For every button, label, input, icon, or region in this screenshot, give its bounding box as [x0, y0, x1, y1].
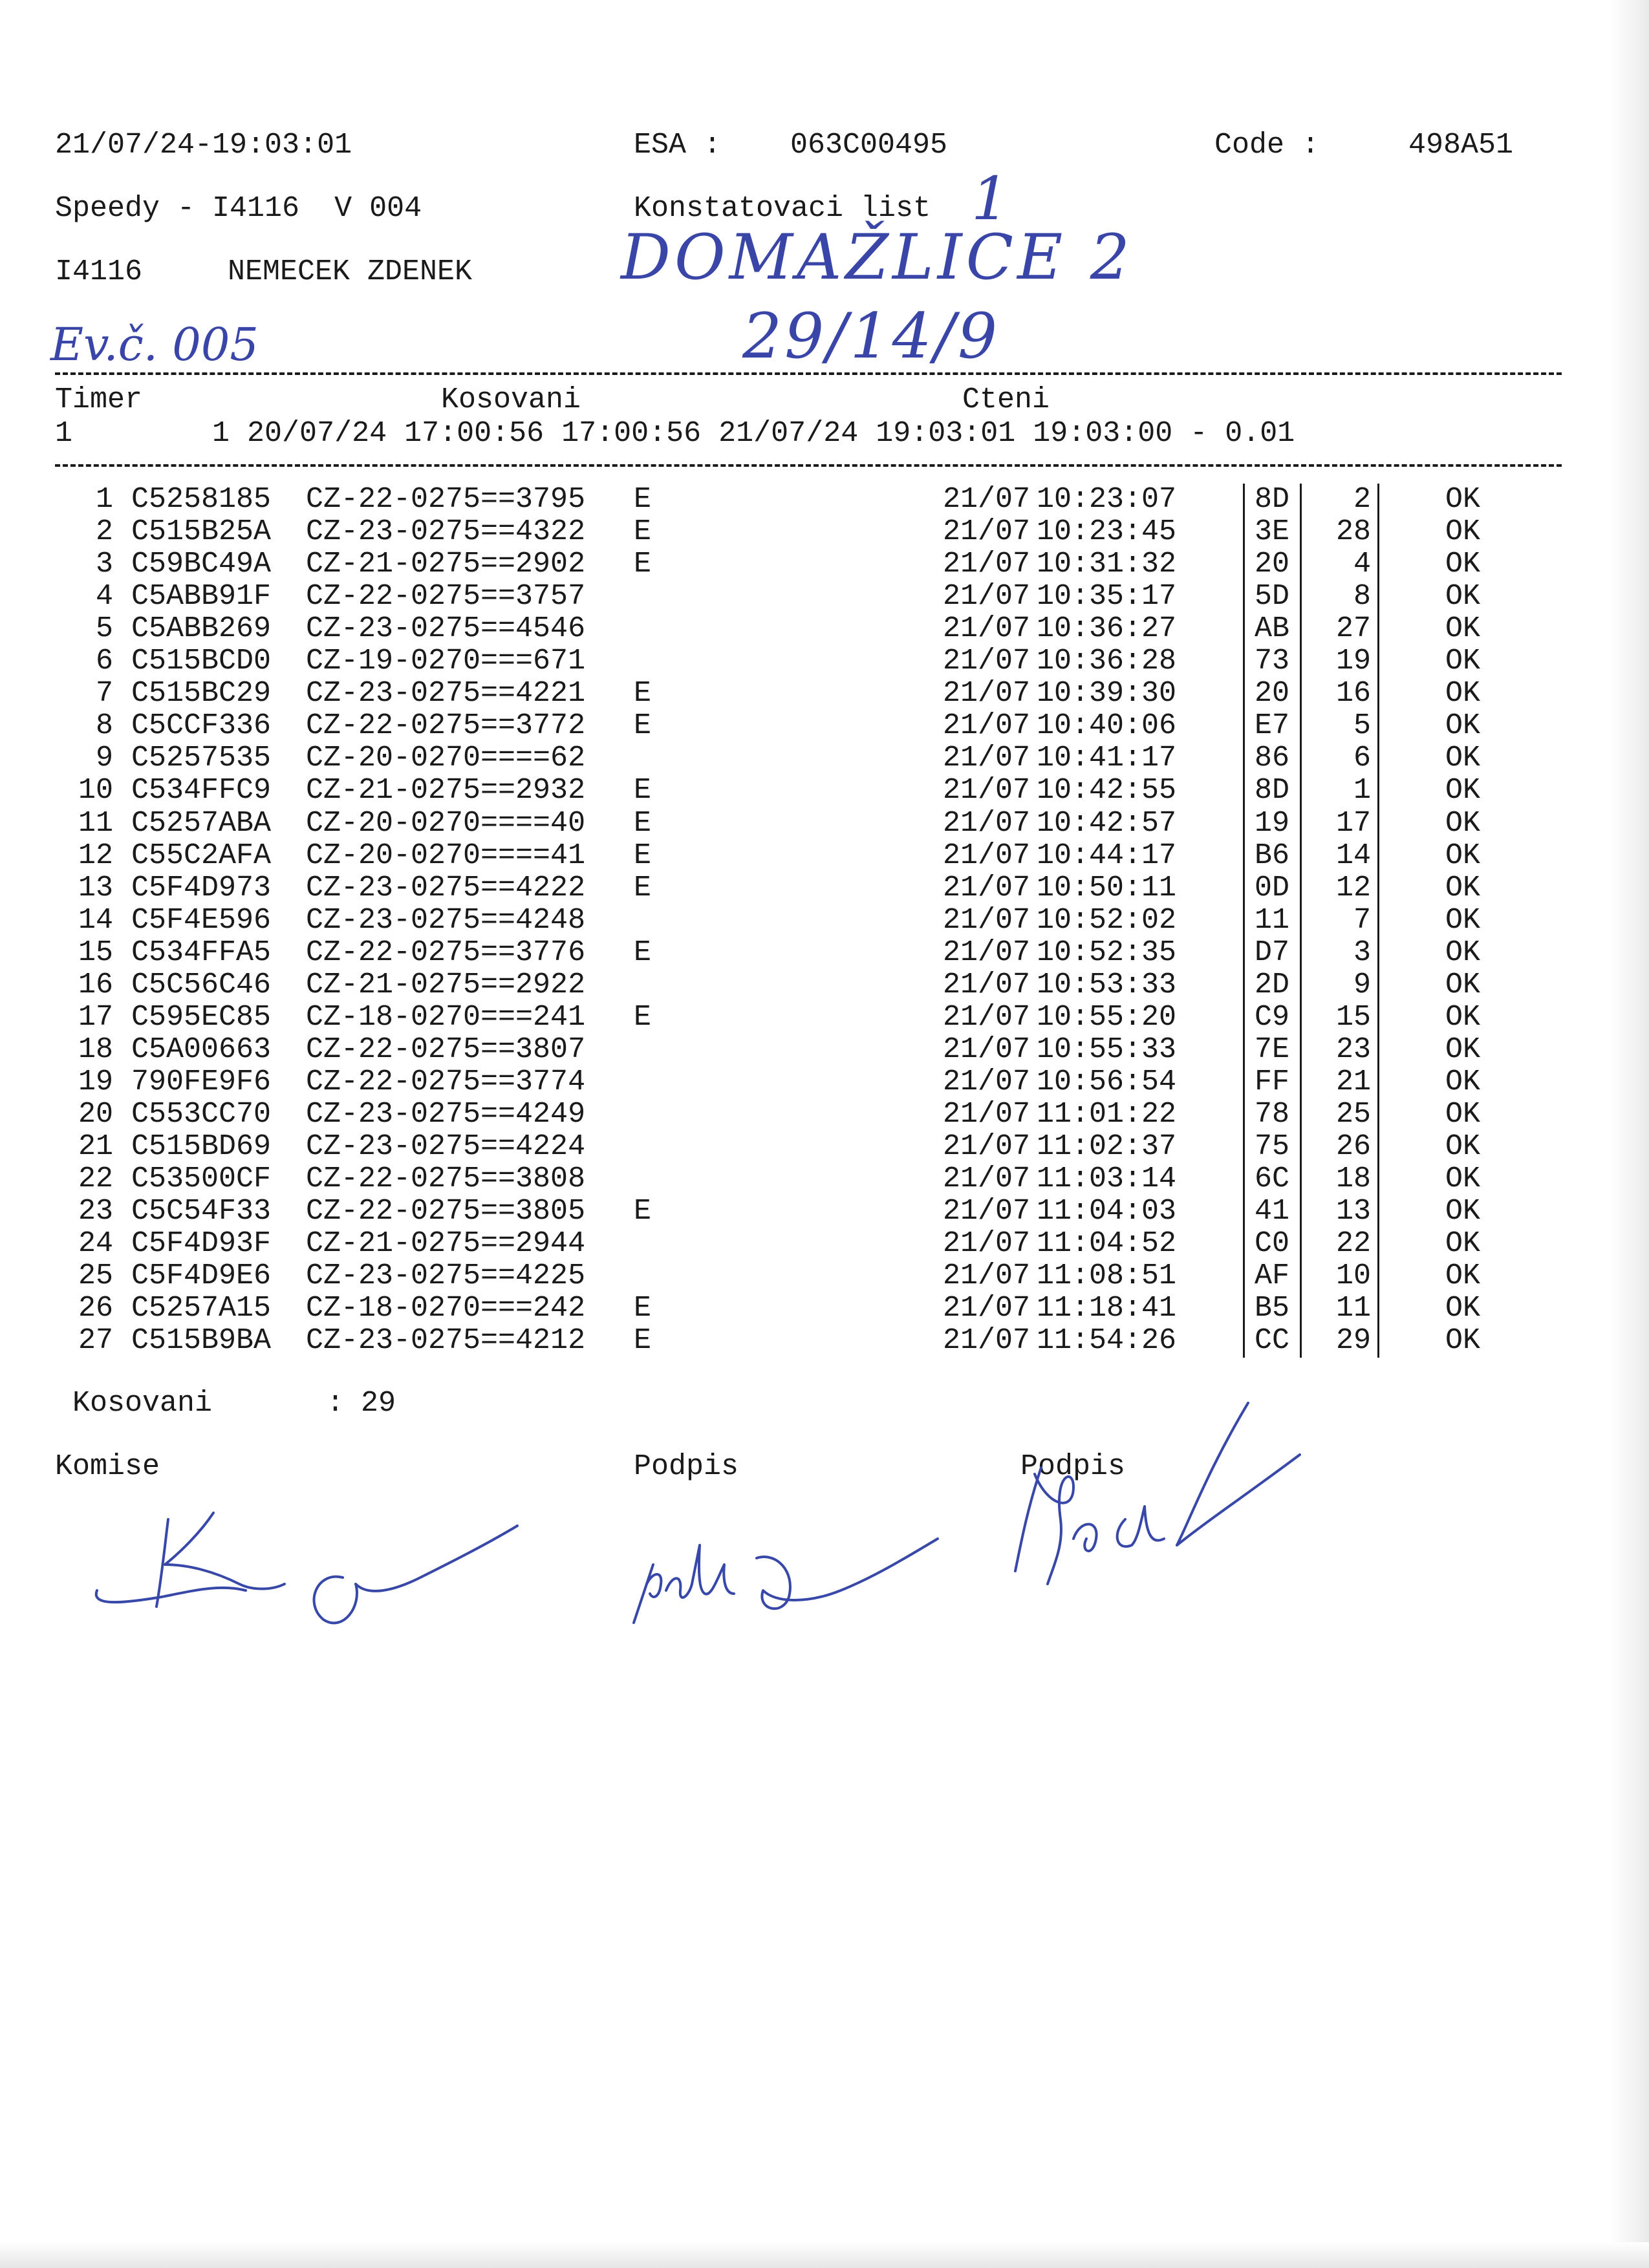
placement: 22 [1335, 1227, 1371, 1261]
ring-number: CZ-23-0275==4546 [306, 612, 586, 646]
handwritten-list-number: 1 [971, 164, 1009, 233]
row-index: 18 [78, 1032, 113, 1066]
document-title: Konstatovaci list [634, 192, 931, 225]
e-flag: E [634, 548, 652, 581]
table-row [55, 742, 1607, 775]
table-row [55, 1066, 1607, 1098]
arrival-time: 10:56:54 [1037, 1065, 1177, 1098]
arrival-date: 21/07 [943, 1000, 1031, 1034]
arrival-date: 21/07 [943, 1032, 1031, 1066]
arrival-date: 21/07 [943, 936, 1031, 969]
table-row [55, 645, 1607, 678]
arrival-time: 10:23:07 [1037, 483, 1177, 516]
placement: 10 [1335, 1259, 1371, 1293]
e-flag: E [634, 483, 652, 516]
row-index: 22 [78, 1162, 113, 1196]
chip-id: C534FFC9 [131, 774, 272, 808]
placement: 14 [1335, 839, 1371, 872]
ring-number: CZ-23-0275==4322 [306, 515, 586, 549]
komise-label: Komise [55, 1450, 160, 1483]
handwritten-place: DOMAŽLICE 2 [621, 221, 1134, 294]
row-index: 17 [78, 1000, 113, 1034]
separator-bottom [55, 464, 1562, 467]
ring-number: CZ-23-0275==4224 [306, 1130, 586, 1163]
arrival-time: 10:36:28 [1037, 645, 1177, 678]
chip-id: C5ABB269 [131, 612, 272, 646]
esa-label: ESA : [634, 129, 722, 162]
ring-number: CZ-23-0275==4222 [306, 871, 586, 904]
code-value: 498A51 [1408, 129, 1514, 162]
hex-code: 0D [1255, 871, 1290, 904]
timer-label: Timer [55, 383, 143, 416]
row-index: 7 [95, 677, 113, 711]
hex-code: 8D [1255, 774, 1290, 808]
arrival-date: 21/07 [943, 1065, 1031, 1098]
arrival-time: 10:55:20 [1037, 1000, 1177, 1034]
row-index: 8 [95, 709, 113, 743]
arrival-date: 21/07 [943, 1130, 1031, 1163]
hex-code: 78 [1255, 1097, 1290, 1131]
chip-id: C53500CF [131, 1162, 272, 1196]
chip-id: C515BD69 [131, 1130, 272, 1163]
arrival-date: 21/07 [943, 871, 1031, 904]
table-row [55, 1098, 1607, 1131]
code-label: Code : [1214, 129, 1320, 162]
hex-code: 73 [1255, 645, 1290, 678]
chip-id: C5A00663 [131, 1032, 272, 1066]
row-index: 27 [78, 1324, 113, 1358]
status-ok: OK [1445, 1259, 1481, 1293]
signature-podpis-1 [627, 1506, 951, 1636]
arrival-date: 21/07 [943, 548, 1031, 581]
table-row [55, 872, 1607, 904]
arrival-date: 21/07 [943, 1259, 1031, 1293]
handwritten-date: 29/14/9 [742, 300, 1000, 372]
placement: 16 [1335, 677, 1371, 711]
row-index: 25 [78, 1259, 113, 1293]
table-row [55, 1001, 1607, 1034]
ring-number: CZ-23-0275==4248 [306, 903, 586, 937]
arrival-time: 11:08:51 [1037, 1259, 1177, 1293]
scan-edge-right [1610, 0, 1649, 2268]
chip-id: C515B9BA [131, 1324, 272, 1358]
placement: 7 [1353, 903, 1371, 937]
e-flag: E [634, 774, 652, 808]
hex-code: 19 [1255, 806, 1290, 840]
e-flag: E [634, 806, 652, 840]
arrival-time: 11:54:26 [1037, 1324, 1177, 1358]
placement: 13 [1335, 1195, 1371, 1228]
row-index: 20 [78, 1097, 113, 1131]
status-ok: OK [1445, 774, 1481, 808]
owner-id: I4116 [55, 255, 143, 288]
arrival-date: 21/07 [943, 839, 1031, 872]
ring-number: CZ-22-0275==3757 [306, 580, 586, 614]
arrival-time: 10:40:06 [1037, 709, 1177, 743]
chip-id: C5F4D93F [131, 1227, 272, 1261]
kosovani-header-label: Kosovani [441, 383, 581, 416]
kosovani-total-label: Kosovani [72, 1387, 213, 1420]
row-index: 19 [78, 1065, 113, 1098]
ring-number: CZ-20-0270====62 [306, 742, 586, 775]
table-row [55, 775, 1607, 807]
chip-id: C553CC70 [131, 1097, 272, 1131]
scan-edge-bottom [0, 2242, 1649, 2268]
placement: 17 [1335, 806, 1371, 840]
arrival-time: 10:39:30 [1037, 677, 1177, 711]
chip-id: C534FFA5 [131, 936, 272, 969]
arrival-date: 21/07 [943, 903, 1031, 937]
e-flag: E [634, 1000, 652, 1034]
chip-id: C5C54F33 [131, 1195, 272, 1228]
arrival-date: 21/07 [943, 645, 1031, 678]
arrival-time: 10:42:55 [1037, 774, 1177, 808]
hex-code: 11 [1255, 903, 1290, 937]
placement: 11 [1335, 1292, 1371, 1325]
chip-id: C5F4D9E6 [131, 1259, 272, 1293]
placement: 8 [1353, 580, 1371, 614]
arrival-time: 10:53:33 [1037, 968, 1177, 1001]
table-row [55, 613, 1607, 645]
ring-number: CZ-23-0275==4249 [306, 1097, 586, 1131]
arrival-time: 11:04:03 [1037, 1195, 1177, 1228]
chip-id: C515BCD0 [131, 645, 272, 678]
placement: 1 [1353, 774, 1371, 808]
ring-number: CZ-22-0275==3776 [306, 936, 586, 969]
arrival-time: 10:52:02 [1037, 903, 1177, 937]
row-index: 4 [95, 580, 113, 614]
ring-number: CZ-18-0270===242 [306, 1292, 586, 1325]
signature-podpis-2 [976, 1390, 1313, 1623]
arrival-date: 21/07 [943, 1292, 1031, 1325]
arrival-date: 21/07 [943, 742, 1031, 775]
arrival-time: 10:23:45 [1037, 515, 1177, 549]
row-index: 12 [78, 839, 113, 872]
status-ok: OK [1445, 677, 1481, 711]
table-row [55, 969, 1607, 1001]
placement: 5 [1353, 709, 1371, 743]
status-ok: OK [1445, 1227, 1481, 1261]
ring-number: CZ-19-0270===671 [306, 645, 586, 678]
chip-id: C59BC49A [131, 548, 272, 581]
arrival-date: 21/07 [943, 580, 1031, 614]
chip-id: C5F4E596 [131, 903, 272, 937]
podpis-label-2: Podpis [1020, 1450, 1126, 1483]
chip-id: C5258185 [131, 483, 272, 516]
print-datetime: 21/07/24-19:03:01 [55, 129, 352, 162]
arrival-date: 21/07 [943, 806, 1031, 840]
chip-id: C5CCF336 [131, 709, 272, 743]
hex-code: B6 [1255, 839, 1290, 872]
e-flag: E [634, 709, 652, 743]
ring-number: CZ-23-0275==4221 [306, 677, 586, 711]
ring-number: CZ-21-0275==2922 [306, 968, 586, 1001]
owner-name: NEMECEK ZDENEK [228, 255, 473, 288]
status-ok: OK [1445, 1097, 1481, 1131]
hex-code: 3E [1255, 515, 1290, 549]
ring-number: CZ-23-0275==4225 [306, 1259, 586, 1293]
status-ok: OK [1445, 612, 1481, 646]
hex-code: E7 [1255, 709, 1290, 743]
arrival-date: 21/07 [943, 1097, 1031, 1131]
arrival-time: 10:36:27 [1037, 612, 1177, 646]
ring-number: CZ-22-0275==3772 [306, 709, 586, 743]
arrival-time: 11:04:52 [1037, 1227, 1177, 1261]
hex-code: AB [1255, 612, 1290, 646]
chip-id: C55C2AFA [131, 839, 272, 872]
chip-id: C5257535 [131, 742, 272, 775]
podpis-label-1: Podpis [634, 1450, 739, 1483]
placement: 3 [1353, 936, 1371, 969]
status-ok: OK [1445, 806, 1481, 840]
device-info: Speedy - I4116 V 004 [55, 192, 422, 225]
arrival-date: 21/07 [943, 677, 1031, 711]
hex-code: 8D [1255, 483, 1290, 516]
placement: 21 [1335, 1065, 1371, 1098]
status-ok: OK [1445, 709, 1481, 743]
table-row [55, 516, 1607, 548]
arrival-date: 21/07 [943, 1195, 1031, 1228]
ring-number: CZ-21-0275==2902 [306, 548, 586, 581]
e-flag: E [634, 1324, 652, 1358]
row-index: 3 [95, 548, 113, 581]
signature-komise [84, 1493, 537, 1649]
table-row [55, 808, 1607, 840]
cteni-header-label: Cteni [962, 383, 1050, 416]
row-index: 15 [78, 936, 113, 969]
chip-id: C595EC85 [131, 1000, 272, 1034]
table-row [55, 1292, 1607, 1325]
ring-number: CZ-22-0275==3795 [306, 483, 586, 516]
arrival-time: 11:18:41 [1037, 1292, 1177, 1325]
status-ok: OK [1445, 968, 1481, 1001]
separator-top [55, 372, 1562, 375]
table-row [55, 840, 1607, 872]
row-index: 10 [78, 774, 113, 808]
row-index: 21 [78, 1130, 113, 1163]
row-index: 16 [78, 968, 113, 1001]
arrival-time: 10:52:35 [1037, 936, 1177, 969]
ring-number: CZ-22-0275==3808 [306, 1162, 586, 1196]
arrival-time: 10:50:11 [1037, 871, 1177, 904]
table-row [55, 1163, 1607, 1195]
placement: 12 [1335, 871, 1371, 904]
status-ok: OK [1445, 742, 1481, 775]
arrival-date: 21/07 [943, 709, 1031, 743]
chip-id: C5F4D973 [131, 871, 272, 904]
status-ok: OK [1445, 548, 1481, 581]
row-index: 23 [78, 1195, 113, 1228]
table-row [55, 1260, 1607, 1292]
hex-code: 2D [1255, 968, 1290, 1001]
e-flag: E [634, 677, 652, 711]
hex-code: CC [1255, 1324, 1290, 1358]
arrival-date: 21/07 [943, 1162, 1031, 1196]
table-row [55, 1034, 1607, 1066]
status-ok: OK [1445, 580, 1481, 614]
row-index: 2 [95, 515, 113, 549]
status-ok: OK [1445, 1195, 1481, 1228]
chip-id: C515B25A [131, 515, 272, 549]
kosovani-total-separator: : [327, 1387, 345, 1420]
arrival-date: 21/07 [943, 1324, 1031, 1358]
timer-line: 1 1 20/07/24 17:00:56 17:00:56 21/07/24 19:03:01 19:03:00 - 0.01 [55, 417, 1295, 450]
status-ok: OK [1445, 1324, 1481, 1358]
hex-code: B5 [1255, 1292, 1290, 1325]
hex-code: AF [1255, 1259, 1290, 1293]
table-row [55, 1131, 1607, 1163]
e-flag: E [634, 1195, 652, 1228]
table-row [55, 1195, 1607, 1228]
status-ok: OK [1445, 1000, 1481, 1034]
chip-id: C5257A15 [131, 1292, 272, 1325]
table-row [55, 581, 1607, 613]
arrival-time: 11:03:14 [1037, 1162, 1177, 1196]
status-ok: OK [1445, 1065, 1481, 1098]
placement: 18 [1335, 1162, 1371, 1196]
status-ok: OK [1445, 1032, 1481, 1066]
status-ok: OK [1445, 1162, 1481, 1196]
status-ok: OK [1445, 839, 1481, 872]
placement: 15 [1335, 1000, 1371, 1034]
arrival-time: 11:02:37 [1037, 1130, 1177, 1163]
kosovani-total-value: 29 [361, 1387, 396, 1420]
status-ok: OK [1445, 1130, 1481, 1163]
chip-id: C515BC29 [131, 677, 272, 711]
table-row [55, 937, 1607, 969]
arrival-date: 21/07 [943, 968, 1031, 1001]
ring-number: CZ-21-0275==2944 [306, 1227, 586, 1261]
arrival-time: 10:31:32 [1037, 548, 1177, 581]
table-row [55, 710, 1607, 742]
row-index: 5 [95, 612, 113, 646]
status-ok: OK [1445, 483, 1481, 516]
arrival-date: 21/07 [943, 774, 1031, 808]
hex-code: FF [1255, 1065, 1290, 1098]
arrival-time: 10:35:17 [1037, 580, 1177, 614]
row-index: 11 [78, 806, 113, 840]
arrival-time: 10:55:33 [1037, 1032, 1177, 1066]
hex-code: 86 [1255, 742, 1290, 775]
status-ok: OK [1445, 936, 1481, 969]
esa-value: 063C00495 [790, 129, 948, 162]
status-ok: OK [1445, 1292, 1481, 1325]
status-ok: OK [1445, 903, 1481, 937]
placement: 9 [1353, 968, 1371, 1001]
placement: 23 [1335, 1032, 1371, 1066]
table-row [55, 1228, 1607, 1260]
placement: 25 [1335, 1097, 1371, 1131]
status-ok: OK [1445, 645, 1481, 678]
hex-code: 20 [1255, 677, 1290, 711]
e-flag: E [634, 871, 652, 904]
ring-number: CZ-22-0275==3774 [306, 1065, 586, 1098]
ring-number: CZ-23-0275==4212 [306, 1324, 586, 1358]
row-index: 13 [78, 871, 113, 904]
row-index: 14 [78, 903, 113, 937]
hex-code: C9 [1255, 1000, 1290, 1034]
hex-code: 41 [1255, 1195, 1290, 1228]
e-flag: E [634, 515, 652, 549]
ring-number: CZ-20-0270====41 [306, 839, 586, 872]
hex-code: 75 [1255, 1130, 1290, 1163]
arrival-date: 21/07 [943, 483, 1031, 516]
arrival-time: 10:41:17 [1037, 742, 1177, 775]
hex-code: 7E [1255, 1032, 1290, 1066]
chip-id: 790FE9F6 [131, 1065, 272, 1098]
table-row [55, 484, 1607, 516]
arrival-date: 21/07 [943, 612, 1031, 646]
ring-number: CZ-22-0275==3807 [306, 1032, 586, 1066]
status-ok: OK [1445, 515, 1481, 549]
table-row [55, 678, 1607, 710]
ring-number: CZ-22-0275==3805 [306, 1195, 586, 1228]
hex-code: D7 [1255, 936, 1290, 969]
chip-id: C5ABB91F [131, 580, 272, 614]
table-row [55, 904, 1607, 937]
placement: 28 [1335, 515, 1371, 549]
placement: 19 [1335, 645, 1371, 678]
ring-number: CZ-18-0270===241 [306, 1000, 586, 1034]
hex-code: C0 [1255, 1227, 1290, 1261]
arrival-time: 11:01:22 [1037, 1097, 1177, 1131]
placement: 6 [1353, 742, 1371, 775]
table-row [55, 548, 1607, 581]
arrival-time: 10:44:17 [1037, 839, 1177, 872]
arrival-date: 21/07 [943, 1227, 1031, 1261]
table-row [55, 1325, 1607, 1357]
e-flag: E [634, 839, 652, 872]
placement: 29 [1335, 1324, 1371, 1358]
ring-number: CZ-21-0275==2932 [306, 774, 586, 808]
row-index: 24 [78, 1227, 113, 1261]
status-ok: OK [1445, 871, 1481, 904]
placement: 27 [1335, 612, 1371, 646]
chip-id: C5C56C46 [131, 968, 272, 1001]
row-index: 6 [95, 645, 113, 678]
e-flag: E [634, 1292, 652, 1325]
placement: 26 [1335, 1130, 1371, 1163]
handwritten-evidence-number: Ev.č. 005 [50, 318, 259, 371]
hex-code: 6C [1255, 1162, 1290, 1196]
row-index: 1 [95, 483, 113, 516]
arrival-time: 10:42:57 [1037, 806, 1177, 840]
hex-code: 20 [1255, 548, 1290, 581]
hex-code: 5D [1255, 580, 1290, 614]
chip-id: C5257ABA [131, 806, 272, 840]
arrival-date: 21/07 [943, 515, 1031, 549]
e-flag: E [634, 936, 652, 969]
placement: 4 [1353, 548, 1371, 581]
ring-number: CZ-20-0270====40 [306, 806, 586, 840]
row-index: 9 [95, 742, 113, 775]
row-index: 26 [78, 1292, 113, 1325]
placement: 2 [1353, 483, 1371, 516]
